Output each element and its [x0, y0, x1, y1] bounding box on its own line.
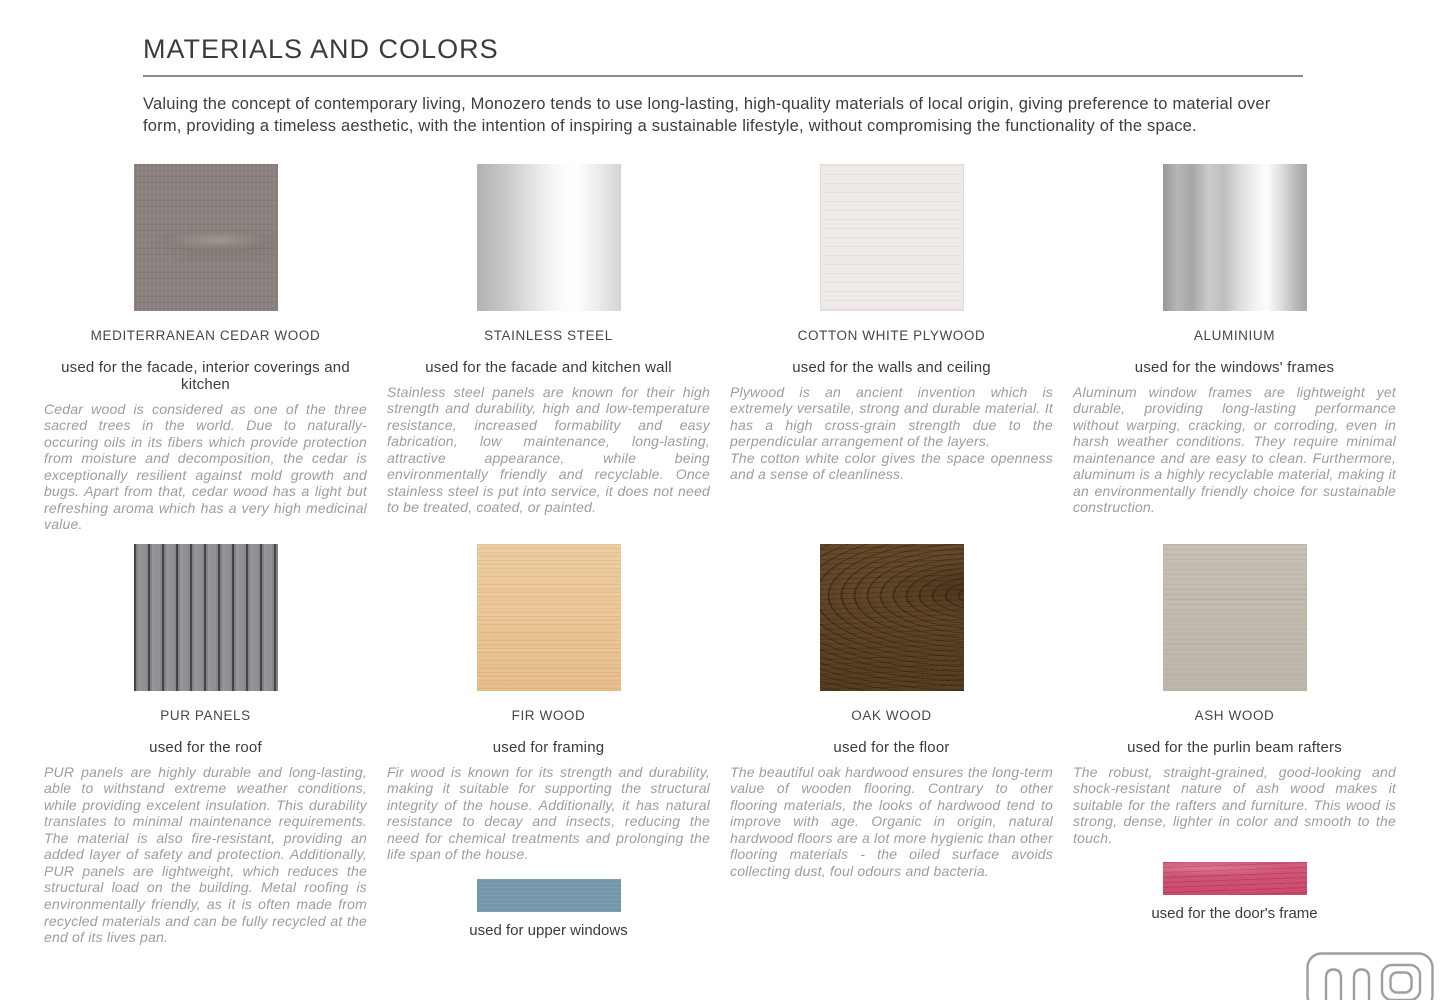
material-description — [730, 384, 1053, 483]
material-card-fir — [387, 544, 710, 946]
material-description — [1073, 384, 1396, 516]
description-paragraph: The robust, straight-grained, good-looking and shock-resistant nature of ash wood makes it suitable for the rafters and furniture. This wood is strong, dense, lighter in color and smooth to the touch. — [1073, 763, 1396, 846]
description-paragraph: Stainless steel panels are known for their high strength and durability, high and low-temperature resistance, increased formability and easy fabrication, low maintenance, long-lasting, attractive appearance, while being environmentally friendly and recyclable. Once stainless steel is put into service, it does not need to be treated, coated, or painted. — [387, 383, 710, 516]
description-paragraph: Aluminum window frames are lightweight yet durable, providing long-lasting performance without warping, cracking, or corroding, even in harsh weather conditions. They require minimal maintenance and are easy to clean. Furthermore, aluminum is a highly recyclable material, making it an environmentally friendly choice for sustainable construction. — [1073, 383, 1396, 516]
material-description — [387, 764, 710, 863]
material-usage: used for framing — [492, 738, 605, 756]
material-card-plywood — [730, 164, 1053, 544]
upper-windows-color-swatch — [477, 879, 621, 912]
description-paragraph: Plywood is an ancient invention which is extremely versatile, strong and durable material. It has a high cross-grain strength due to the perpendicular arrangement of the layers. — [730, 383, 1053, 450]
material-usage: used for the purlin beam rafters — [1127, 738, 1342, 756]
door-frame-color-swatch — [1163, 862, 1307, 895]
title-divider — [143, 75, 1303, 77]
monozero-logo-icon — [1306, 952, 1434, 1000]
description-paragraph: Fir wood is known for its strength and durability, making it suitable for supporting the structural integrity of the house. Additionally, it has natural resistance to decay and insects, reducing the need for chemical treatments and prolonging the life span of the house. — [387, 763, 710, 863]
description-paragraph: Cedar wood is considered as one of the three sacred trees in the world. Due to naturally-occuring oils in its fibers which provide protection from moisture and decomposition, the cedar is exceptionally resilient against mold growth and bugs. Apart from that, cedar wood has a light but refreshing aroma which has a very high medicinal value. — [44, 400, 367, 533]
material-description — [1073, 764, 1396, 847]
fir-wood-swatch — [477, 544, 621, 691]
pur-panels-swatch — [134, 544, 278, 691]
material-name: PUR PANELS — [160, 707, 251, 723]
material-usage: used for the facade, interior coverings and kitchen — [61, 358, 350, 393]
ash-wood-swatch — [1163, 544, 1307, 691]
aluminium-swatch — [1163, 164, 1307, 311]
material-description — [730, 764, 1053, 880]
page-header — [143, 34, 1303, 138]
materials-grid — [44, 164, 1396, 946]
material-name: COTTON WHITE PLYWOOD — [797, 327, 986, 343]
material-description — [387, 384, 710, 516]
material-card-ash — [1073, 544, 1396, 946]
material-card-oak — [730, 544, 1053, 946]
material-usage: used for the floor — [833, 738, 950, 756]
material-name: MEDITERRANEAN CEDAR WOOD — [90, 327, 321, 343]
material-card-steel — [387, 164, 710, 544]
stainless-steel-swatch — [477, 164, 621, 311]
material-card-pur-panels — [44, 544, 367, 946]
upper-windows-color-caption: used for upper windows — [469, 921, 628, 939]
page-title: MATERIALS AND COLORS — [143, 34, 499, 64]
material-name: ALUMINIUM — [1193, 327, 1276, 343]
material-name: ASH WOOD — [1194, 707, 1275, 723]
material-name: OAK WOOD — [851, 707, 932, 723]
door-frame-color-caption: used for the door's frame — [1151, 905, 1318, 923]
material-description — [44, 764, 367, 946]
material-card-aluminium — [1073, 164, 1396, 544]
material-usage: used for the roof — [149, 738, 262, 756]
oak-wood-swatch — [820, 544, 964, 691]
cedar-wood-swatch — [134, 164, 278, 311]
material-usage: used for the facade and kitchen wall — [425, 358, 672, 376]
material-description — [44, 401, 367, 533]
material-card-cedar — [44, 164, 367, 544]
description-paragraph: PUR panels are highly durable and long-lasting, able to withstand extreme weather conditions, while providing excelent insulation. This durability translates to minimal maintenance requirements. The material is also fire-resistant, providing an added layer of safety and protection. Additionally, PUR panels are lightweight, which reduces the structural load on the building. Metal roofing is environmentally friendly, as it is often made from recycled materials and can be fully recycled at the end of its lives pan. — [44, 763, 367, 946]
description-paragraph: The cotton white color gives the space openness and a sense of cleanliness. — [730, 449, 1053, 483]
intro-text: Valuing the concept of contemporary living, Monozero tends to use long-lasting, high-quality materials of local origin, giving preference to material over form, providing a timeless aesthetic, with the intention of inspiring a sustainable lifestyle, without compromising the functionality of the space. — [143, 95, 1271, 135]
material-usage: used for the walls and ceiling — [792, 358, 991, 376]
material-name: FIR WOOD — [511, 707, 586, 723]
material-name: STAINLESS STEEL — [484, 327, 613, 343]
cotton-white-plywood-swatch — [820, 164, 964, 311]
description-paragraph: The beautiful oak hardwood ensures the long-term value of wooden flooring. Contrary to other flooring materials, the looks of hardwood tend to improve with age. Organic in origin, natural hardwood floors are a lot more hygienic than other flooring materials - the oiled surface avoids collecting dust, foul odours and bacteria. — [730, 763, 1053, 879]
material-usage: used for the windows' frames — [1134, 358, 1335, 376]
